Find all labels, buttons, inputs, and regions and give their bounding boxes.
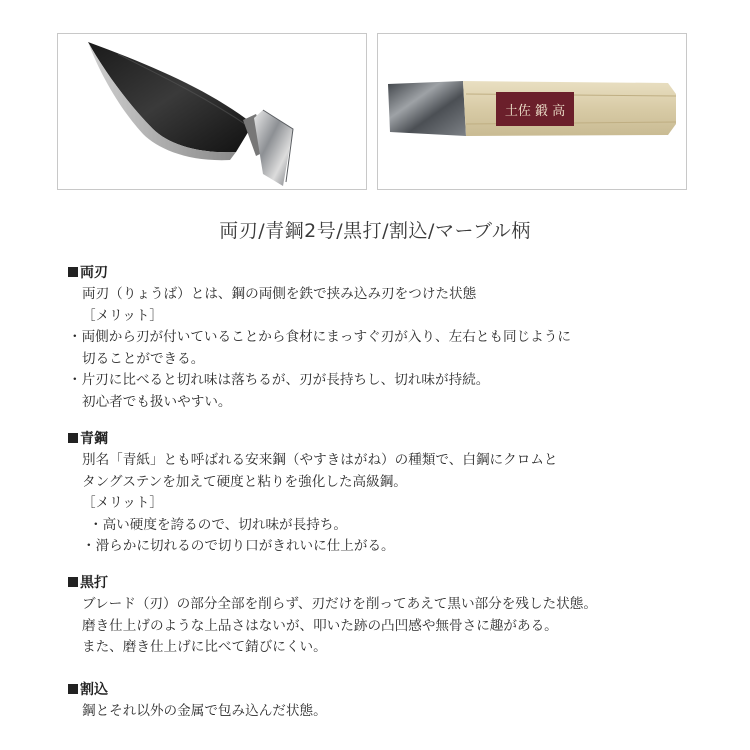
knife-blade-image	[58, 34, 366, 189]
section-kurouchi	[68, 572, 708, 659]
merit-label: ［メリット］	[82, 307, 164, 324]
handle-label-text: 土佐 鍛 高	[504, 104, 566, 119]
blade-photo	[57, 33, 367, 190]
section-heading	[68, 679, 708, 701]
section-heading-text: 黒打	[80, 575, 108, 591]
section-line: 磨き仕上げのような上品さはないが、叩いた跡の凸凹感や無骨さに趣がある。	[82, 617, 558, 634]
square-bullet-icon	[68, 577, 78, 587]
section-heading	[68, 428, 708, 450]
section-aogami	[68, 428, 708, 558]
section-ryouba	[68, 262, 708, 413]
square-bullet-icon	[68, 433, 78, 443]
page-title: 両刃/青鋼2号/黒打/割込/マーブル柄	[219, 220, 531, 242]
section-line: タングステンを加えて硬度と粘りを強化した高級鋼。	[82, 473, 407, 490]
section-heading-text: 割込	[80, 682, 108, 698]
section-line: 切ることができる。	[82, 350, 205, 367]
section-line: ・両側から刃が付いていることから食材にまっすぐ刃が入り、左右とも同じように	[68, 329, 571, 345]
section-heading	[68, 262, 708, 284]
section-line: ・滑らかに切れるので切り口がきれいに仕上がる。	[82, 538, 395, 554]
square-bullet-icon	[68, 684, 78, 694]
section-line: 両刃（りょうば）とは、鋼の両側を鉄で挟み込み刃をつけた状態	[82, 286, 477, 302]
section-line: また、磨き仕上げに比べて錆びにくい。	[82, 639, 327, 655]
section-line: ・高い硬度を誇るので、切れ味が長持ち。	[89, 516, 348, 533]
handle-photo	[377, 33, 687, 190]
section-line: ブレード（刃）の部分全部を削らず、刃だけを削ってあえて黒い部分を残した状態。	[82, 596, 597, 612]
section-line: 鋼とそれ以外の金属で包み込んだ状態。	[82, 703, 327, 719]
section-line: ・片刃に比べると切れ味は落ちるが、刃が長持ちし、切れ味が持続。	[68, 372, 490, 388]
square-bullet-icon	[68, 267, 78, 277]
section-warikomi	[68, 679, 708, 723]
section-heading-text: 両刃	[80, 265, 108, 281]
section-heading	[68, 572, 708, 594]
section-heading-text: 青鋼	[80, 431, 108, 447]
section-line: 初心者でも扱いやすい。	[82, 393, 232, 410]
merit-label: ［メリット］	[82, 495, 164, 511]
section-line: 別名「青紙」とも呼ばれる安来鋼（やすきはがね）の種類で、白鋼にクロムと	[82, 452, 558, 468]
knife-handle-image	[378, 34, 686, 189]
